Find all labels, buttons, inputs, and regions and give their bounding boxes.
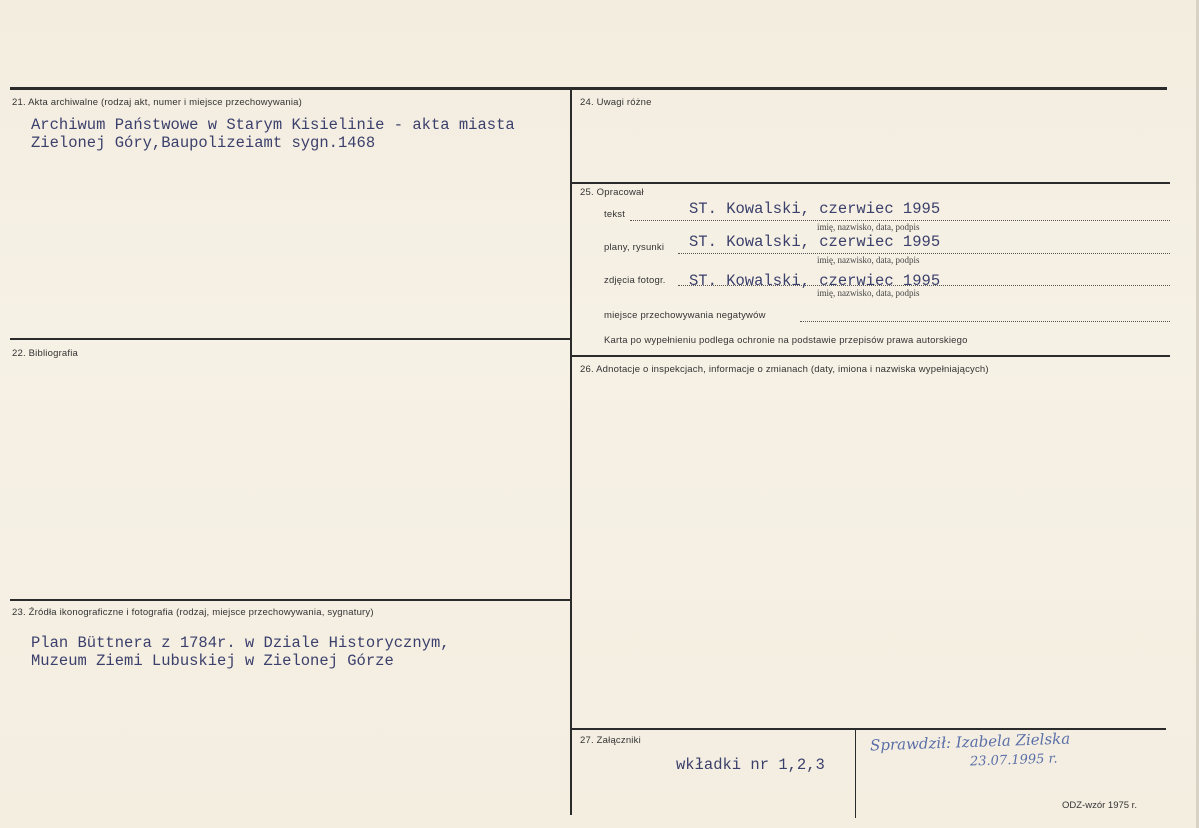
plany-value: ST. Kowalski, czerwiec 1995 [689,233,941,251]
zdjecia-label: zdjęcia fotogr. [604,275,666,286]
section-25-label: 25. Opracował [580,187,644,198]
section-21-text-line1: Archiwum Państwowe w Starym Kisielinie - akta miasta [31,116,515,134]
negatywy-dotted-line [800,321,1170,322]
verifier-signature [870,730,1071,755]
tekst-sub-caption: imię, nazwisko, data, podpis [817,222,920,232]
rule-25-26 [572,355,1170,357]
plany-label: plany, rysunki [604,242,665,253]
section-24-label: 24. Uwagi różne [580,97,652,108]
negatywy-label: miejsce przechowywania negatywów [604,310,766,321]
attachments-value: wkładki nr 1,2,3 [676,756,825,774]
verification-date [970,751,1058,769]
section-23-label: 23. Źródła ikonograficzne i fotografia (rodzaj, miejsce przechowywania, sygnatury) [12,607,374,618]
rule-26-27 [572,728,1166,730]
section-23-text-line2: Muzeum Ziemi Lubuskiej w Zielonej Górze [31,652,394,670]
rule-21-22 [10,338,570,340]
zdjecia-value: ST. Kowalski, czerwiec 1995 [689,272,941,290]
copyright-notice: Karta po wypełnieniu podlega ochronie na podstawie przepisów prawa autorskiego [604,335,968,346]
signature-line1: Sprawdził: Izabela Zielska [869,729,1071,755]
section-23-text-line1: Plan Büttnera z 1784r. w Dziale Historycznym, [31,634,450,652]
section-22-label: 22. Bibliografia [12,348,79,359]
top-rule [10,87,1167,90]
section-27-label: 27. Załączniki [580,735,641,746]
section-21-text-line2: Zielonej Góry,Baupolizeiamt sygn.1468 [31,134,376,152]
section-21-label: 21. Akta archiwalne (rodzaj akt, numer i miejsce przechowywania) [12,97,303,108]
plany-dotted-line [678,253,1170,254]
rule-24-25 [572,182,1170,184]
zdjecia-sub-caption: imię, nazwisko, data, podpis [817,288,920,298]
attachments-divider [855,730,856,818]
tekst-value: ST. Kowalski, czerwiec 1995 [689,200,941,218]
tekst-label: tekst [604,209,626,220]
plany-sub-caption: imię, nazwisko, data, podpis [817,255,920,265]
signature-line2: 23.07.1995 r. [969,751,1058,770]
section-26-label: 26. Adnotacje o inspekcjach, informacje o zmianach (daty, imiona i nazwiska wypełniających) [580,364,989,375]
tekst-dotted-line [630,220,1170,221]
center-divider [570,89,572,815]
form-id: ODZ-wzór 1975 r. [1062,800,1137,811]
rule-22-23 [10,599,570,601]
